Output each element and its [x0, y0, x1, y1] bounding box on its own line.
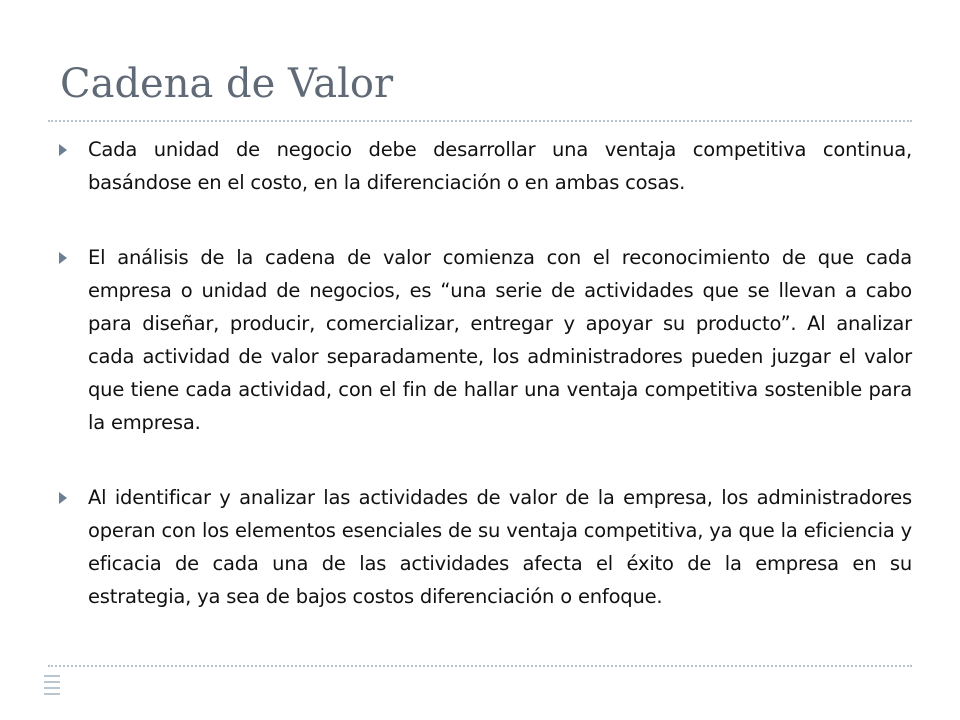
triangle-bullet-icon — [59, 252, 67, 264]
footer-divider — [48, 665, 912, 667]
bullet-list — [56, 133, 912, 655]
bullet-text: El análisis de la cadena de valor comienza con el reconocimiento de que cada empresa o unidad de negocios, es “una serie de actividades que se llevan a cabo para diseñar, producir, comercializar, entregar y apoyar su producto”. Al analizar cada actividad de valor separadamente, los administradores pueden juzgar el valor que tiene cada actividad, con el fin de hallar una ventaja competitiva sostenible para la empresa. — [88, 246, 912, 434]
bullet-item — [56, 241, 912, 439]
title-divider — [48, 120, 912, 122]
slide-title: Cadena de Valor — [60, 61, 394, 107]
bullet-item — [56, 133, 912, 199]
bullet-text: Cada unidad de negocio debe desarrollar una ventaja competitiva continua, basándose en el costo, en la diferenciación o en ambas cosas. — [88, 138, 912, 194]
bullet-item — [56, 481, 912, 613]
bullet-text: Al identificar y analizar las actividades de valor de la empresa, los administradores operan con los elementos esenciales de su ventaja competitiva, ya que la eficiencia y eficacia de cada una de las actividades afecta el éxito de la empresa en su estrategia, ya sea de bajos costos diferenciación o enfoque. — [88, 486, 912, 608]
triangle-bullet-icon — [59, 492, 67, 504]
lines-mark-icon — [44, 673, 62, 699]
triangle-bullet-icon — [59, 144, 67, 156]
